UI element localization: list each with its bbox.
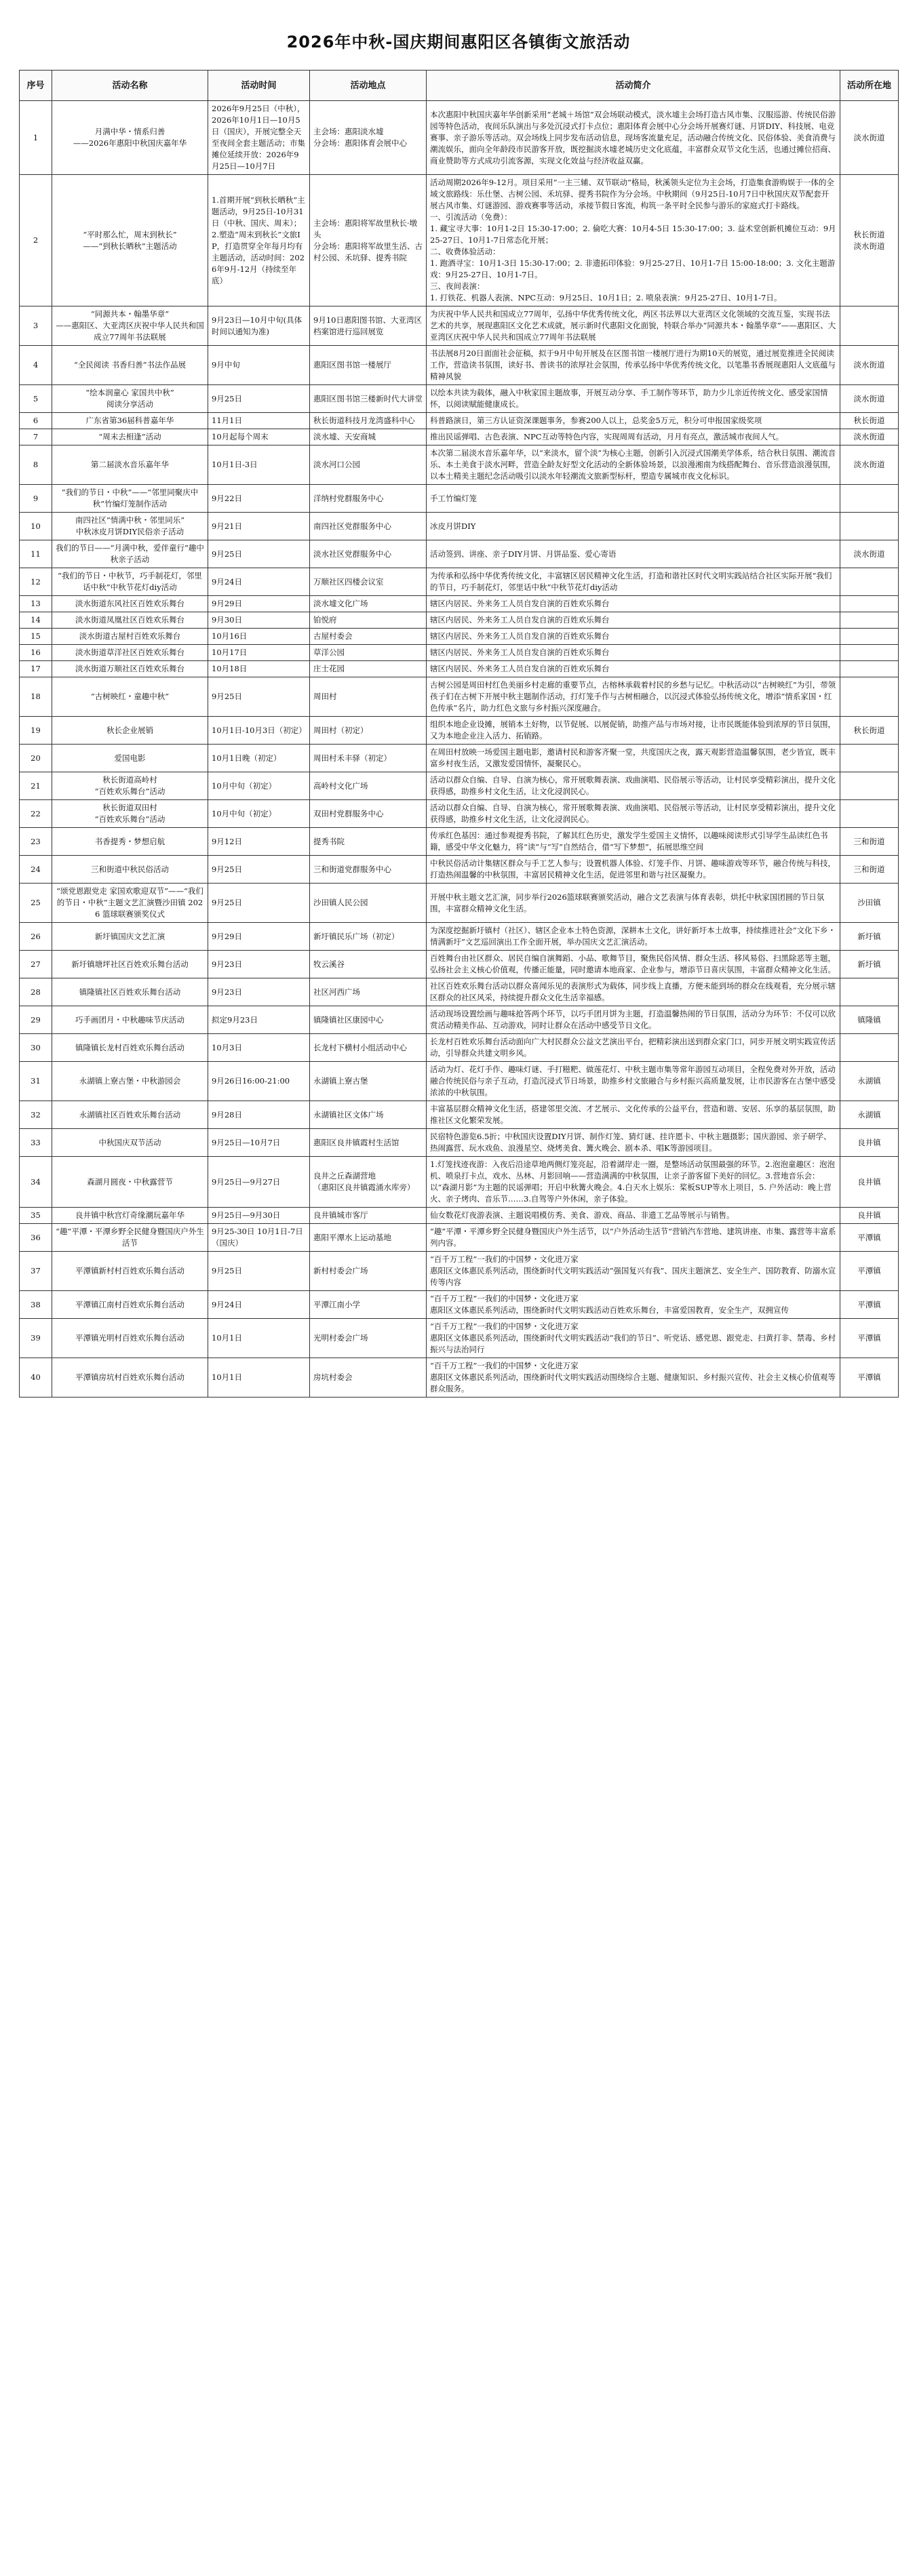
cell-activity-name: “古树映红・童趣中秋” <box>52 677 208 717</box>
cell-activity-street: 永湖镇 <box>840 1101 899 1129</box>
cell-activity-street: 平潭镇 <box>840 1224 899 1252</box>
cell-activity-time: 9月23日 <box>208 978 310 1006</box>
cell-activity-location: 沙田镇人民公园 <box>310 884 427 923</box>
cell-activity-name: 平潭镇新村村百姓欢乐舞台活动 <box>52 1252 208 1291</box>
cell-activity-name: 广东省第36届科普嘉年华 <box>52 413 208 429</box>
table-row <box>20 346 899 385</box>
cell-activity-location: 镇隆镇社区康园中心 <box>310 1006 427 1034</box>
cell-activity-location: 庄士花园 <box>310 661 427 677</box>
cell-number: 37 <box>20 1252 52 1291</box>
cell-number: 35 <box>20 1208 52 1224</box>
table-row <box>20 923 899 951</box>
cell-activity-street: 秋长街道 <box>840 413 899 429</box>
cell-activity-street <box>840 1034 899 1062</box>
cell-activity-location: 淡水河口公园 <box>310 445 427 485</box>
cell-activity-location: 淡水墟、天安商城 <box>310 429 427 445</box>
cell-activity-location: 双田村党群服务中心 <box>310 800 427 828</box>
cell-activity-description: “百千万工程”一我们的中国梦・文化进万家 惠阳区文体惠民系列活动，围绕新时代文明实践活动围绕综合主题、健康知识、乡村振兴宣传、社会主义核心价值观等群众服务。 <box>427 1358 840 1398</box>
table-row <box>20 978 899 1006</box>
table-row <box>20 1208 899 1224</box>
cell-activity-time: 2026年9月25日（中秋），2026年10月1日—10月5日（国庆），开展完整全天至夜间全套主题活动；市集摊位延续开放：2026年9月25日—10月7日 <box>208 101 310 175</box>
table-row <box>20 612 899 629</box>
cell-activity-location: 惠阳平潭水上运动基地 <box>310 1224 427 1252</box>
cell-activity-name: 淡水街道凤凰社区百姓欢乐舞台 <box>52 612 208 629</box>
cell-activity-time: 10月1日晚（初定） <box>208 745 310 772</box>
table-body <box>20 101 899 1398</box>
cell-activity-description: 活动为灯、花灯手作、趣味灯谜、手打糍粑、做莲花灯、中秋主题市集等常年游园互动项目，全程免费对外开放，活动融合传统民俗与亲子互动，打造沉浸式节日场景，助推乡村文旅融合与乡村振兴高质量发展，让市民游客在古堡中感受浓浓的中秋氛围。 <box>427 1062 840 1101</box>
cell-activity-street: 秋长街道 <box>840 717 899 745</box>
cell-number: 20 <box>20 745 52 772</box>
cell-activity-time: 9月12日 <box>208 828 310 856</box>
table-row <box>20 951 899 978</box>
cell-activity-name: 永湖镇社区百姓欢乐舞台活动 <box>52 1101 208 1129</box>
cell-activity-time: 9月25日—10月7日 <box>208 1129 310 1157</box>
cell-activity-name: 中秋国庆双节活动 <box>52 1129 208 1157</box>
cell-activity-location: 新村村委会广场 <box>310 1252 427 1291</box>
cell-activity-description: 组织本地企业设摊，展销本土好物，以节促展、以展促销，助推产品与市场对接，让市民既能体验到浓厚的节日氛围，又为本地企业注入活力、拓销路。 <box>427 717 840 745</box>
cell-activity-description: 在周田村放映一场爱国主题电影，邀请村民和游客齐聚一堂，共度国庆之夜，露天观影营造温馨氛围，老少皆宜，既丰富乡村夜生活，又激发爱国情怀，凝聚民心。 <box>427 745 840 772</box>
cell-activity-location: 南四社区党群服务中心 <box>310 513 427 540</box>
cell-activity-street: 秋长街道 淡水街道 <box>840 175 899 306</box>
cell-activity-name: 淡水街道万顺社区百姓欢乐舞台 <box>52 661 208 677</box>
cell-activity-time: 9月26日16:00-21:00 <box>208 1062 310 1101</box>
cell-number: 24 <box>20 856 52 884</box>
cell-activity-name: 良井镇中秋宫灯奇缘潮玩嘉年华 <box>52 1208 208 1224</box>
cell-activity-street <box>840 306 899 346</box>
cell-activity-street: 淡水街道 <box>840 445 899 485</box>
cell-number: 6 <box>20 413 52 429</box>
cell-activity-description: 为传承和弘扬中华优秀传统文化，丰富辖区居民精神文化生活，打造和谐社区时代文明实践站结合社区实际开展“我们的节日，巧手制花灯，邻里话中秋”中秋节花灯diy活动 <box>427 568 840 596</box>
table-row <box>20 1358 899 1398</box>
table-row <box>20 629 899 645</box>
cell-number: 5 <box>20 385 52 413</box>
cell-activity-description: 民宿特色游览6.5折；中秋国庆设置DIY月饼、制作灯笼、猜灯谜、挂许愿卡、中秋主题摄影；国庆游园、亲子研学、热闹露营、玩水戏鱼、浪漫星空、烧烤美食、篝火晚会、剧本杀、唱K等游园项目。 <box>427 1129 840 1157</box>
cell-activity-time: 9月30日 <box>208 612 310 629</box>
cell-activity-name: 月满中华・情系归善 ——2026年惠阳中秋国庆嘉年华 <box>52 101 208 175</box>
cell-number: 26 <box>20 923 52 951</box>
cell-activity-time: 9月21日 <box>208 513 310 540</box>
cell-number: 15 <box>20 629 52 645</box>
cell-activity-location: 铂悦府 <box>310 612 427 629</box>
header-no: 序号 <box>20 71 52 101</box>
cell-activity-location: 房坑村委会 <box>310 1358 427 1398</box>
cell-activity-name: 新圩镇塘坪社区百姓欢乐舞台活动 <box>52 951 208 978</box>
table-row <box>20 828 899 856</box>
cell-activity-description: 以绘本共读为载体，融入中秋家国主题故事，开展互动分享、手工制作等环节，助力少儿亲近传统文化、感受家国情怀，以阅读赋能健康成长。 <box>427 385 840 413</box>
cell-activity-location: 永湖镇上寮古堡 <box>310 1062 427 1101</box>
cell-activity-street: 沙田镇 <box>840 884 899 923</box>
document-title: 2026年中秋-国庆期间惠阳区各镇街文旅活动 <box>286 33 631 52</box>
cell-activity-name: 书香提秀・梦想启航 <box>52 828 208 856</box>
cell-activity-time: 10月1日-3日 <box>208 445 310 485</box>
table-row <box>20 1157 899 1208</box>
cell-number: 1 <box>20 101 52 175</box>
cell-activity-time: 9月23日—10月中旬(具体时间以通知为准) <box>208 306 310 346</box>
cell-activity-time: 10月17日 <box>208 645 310 661</box>
cell-number: 38 <box>20 1291 52 1319</box>
cell-activity-time: 9月28日 <box>208 1101 310 1129</box>
cell-activity-street: 良井镇 <box>840 1208 899 1224</box>
table-header-row <box>20 71 899 101</box>
cell-activity-description: 手工竹编灯笼 <box>427 485 840 513</box>
header-location: 活动地点 <box>310 71 427 101</box>
cell-number: 16 <box>20 645 52 661</box>
cell-activity-location: 平潭江南小学 <box>310 1291 427 1319</box>
cell-activity-location: 惠阳区良井镇霞村生活馆 <box>310 1129 427 1157</box>
cell-activity-location: 三和街道党群服务中心 <box>310 856 427 884</box>
table-row <box>20 1252 899 1291</box>
cell-activity-description: 为深度挖掘新圩镇村（社区）、辖区企业本土特色资源，深耕本土文化，讲好新圩本土故事，持续推进社会“文化下乡・情满新圩”文艺巡回演出工作全面开展，举办国庆文艺汇演活动。 <box>427 923 840 951</box>
cell-activity-description: 辖区内居民、外来务工人员自发自演的百姓欢乐舞台 <box>427 629 840 645</box>
cell-activity-description: “百千万工程”一我们的中国梦・文化进万家 惠阳区文体惠民系列活动，围绕新时代文明实践活动“我们的节日”、听党话、感党恩、跟党走、扫黄打非、禁毒、乡村振兴与法治同行 <box>427 1319 840 1358</box>
cell-number: 10 <box>20 513 52 540</box>
cell-activity-name: 淡水街道古屋村百姓欢乐舞台 <box>52 629 208 645</box>
cell-activity-street <box>840 645 899 661</box>
cell-activity-time: 9月22日 <box>208 485 310 513</box>
cell-number: 9 <box>20 485 52 513</box>
table-row <box>20 540 899 568</box>
cell-activity-time: 9月25日—9月27日 <box>208 1157 310 1208</box>
cell-activity-name: 我们的节日——“月满中秋，爱伴童行”趣中秋亲子活动 <box>52 540 208 568</box>
cell-activity-street <box>840 677 899 717</box>
cell-activity-location: 主会场：惠阳淡水墟 分会场：惠阳体育会展中心 <box>310 101 427 175</box>
cell-activity-time: 9月24日 <box>208 568 310 596</box>
cell-activity-time: 9月25日—9月30日 <box>208 1208 310 1224</box>
cell-number: 23 <box>20 828 52 856</box>
header-name: 活动名称 <box>52 71 208 101</box>
cell-activity-time: 10月1日 <box>208 1319 310 1358</box>
cell-activity-street: 镇隆镇 <box>840 1006 899 1034</box>
cell-number: 14 <box>20 612 52 629</box>
cell-activity-time: 9月25日 <box>208 677 310 717</box>
table-row <box>20 745 899 772</box>
cell-activity-location: 洋纳村党群服务中心 <box>310 485 427 513</box>
cell-activity-street: 三和街道 <box>840 856 899 884</box>
table-row <box>20 661 899 677</box>
table-row <box>20 175 899 306</box>
cell-activity-description: 辖区内居民、外来务工人员自发自演的百姓欢乐舞台 <box>427 612 840 629</box>
cell-activity-street <box>840 612 899 629</box>
cell-activity-street <box>840 485 899 513</box>
table-row <box>20 645 899 661</box>
cell-activity-location: 光明村委会广场 <box>310 1319 427 1358</box>
cell-activity-time: 9月25日 <box>208 540 310 568</box>
cell-activity-description: 活动以群众自编、自导、自演为核心，常开展歌舞表演、戏曲演唱、民俗展示等活动，让村民享受精彩演出，提升文化获得感，助推乡村文化生活，让文化浸润民心。 <box>427 772 840 800</box>
cell-activity-time: 10月1日-10月3日（初定） <box>208 717 310 745</box>
cell-activity-description: 推出民谣弹唱、古色表演、NPC互动等特色内容，实现周周有活动，月月有亮点，激活城市夜间人气。 <box>427 429 840 445</box>
cell-activity-location: 9月10日惠阳图书馆、大亚湾区档案馆进行巡回展览 <box>310 306 427 346</box>
table-row <box>20 856 899 884</box>
cell-activity-street: 平潭镇 <box>840 1319 899 1358</box>
cell-activity-description: 为庆祝中华人民共和国成立77周年，弘扬中华优秀传统文化，两区书法界以大亚湾区文化领域的交流互鉴，实现书法艺术的共享，展现惠阳区文化艺术成就，展示新时代惠阳文化面貌，特联合举办“同源共本・翰墨华章”——惠阳区、大亚湾区庆祝中华人民共和国成立77周年书法联展 <box>427 306 840 346</box>
cell-activity-location: 周田村（初定） <box>310 717 427 745</box>
cell-activity-name: 巧手画团月・中秋趣味节庆活动 <box>52 1006 208 1034</box>
cell-number: 36 <box>20 1224 52 1252</box>
cell-activity-name: “平时那么忙，周末到秋长” ——“到秋长晒秋”主题活动 <box>52 175 208 306</box>
cell-activity-location: 社区河西广场 <box>310 978 427 1006</box>
cell-activity-name: “趣”平潭・平潭乡野全民健身暨国庆户外生活节 <box>52 1224 208 1252</box>
cell-activity-name: 镇隆镇长龙村百姓欢乐舞台活动 <box>52 1034 208 1062</box>
table-row <box>20 800 899 828</box>
cell-activity-description: 丰富基层群众精神文化生活，搭建邻里交流、才艺展示、文化传承的公益平台，营造和谐、安居、乐享的基层氛围，助推社区文化繁荣发展。 <box>427 1101 840 1129</box>
cell-activity-description: 社区百姓欢乐舞台活动以群众喜闻乐见的表演形式为载体，同步线上直播，方便未能到场的群众在线观看，充分展示辖区群众的社区风采，持续提升群众文化生活幸福感。 <box>427 978 840 1006</box>
cell-activity-time: 10月3日 <box>208 1034 310 1062</box>
header-time: 活动时间 <box>208 71 310 101</box>
cell-activity-description: 辖区内居民、外来务工人员自发自演的百姓欢乐舞台 <box>427 596 840 612</box>
cell-activity-location: 提秀书院 <box>310 828 427 856</box>
cell-activity-description: 活动现场设置绘画与趣味抢答两个环节，以巧手团月饼为主题，打造温馨热闹的节日氛围，活动分为环节：不仅可以欣赏活动精美作品、互动游戏，同时让群众在活动中感受节日文化。 <box>427 1006 840 1034</box>
cell-activity-location: 主会场：惠阳将军故里秋长·墩头 分会场：惠阳将军故里生活、古村公园、禾坑驿、提秀书院 <box>310 175 427 306</box>
cell-activity-name: 第二届淡水音乐嘉年华 <box>52 445 208 485</box>
cell-activity-location: 万顺社区四楼会议室 <box>310 568 427 596</box>
cell-activity-description: 辖区内居民、外来务工人员自发自演的百姓欢乐舞台 <box>427 661 840 677</box>
cell-number: 21 <box>20 772 52 800</box>
table-row <box>20 884 899 923</box>
cell-activity-time: 10月中旬（初定） <box>208 800 310 828</box>
cell-activity-description: 开展中秋主题文艺汇演，同步举行2026篮球联赛颁奖活动，融合文艺表演与体育表彰，烘托中秋家国团圆的节日氛围，丰富群众精神文化生活。 <box>427 884 840 923</box>
cell-activity-name: 永湖镇上寮古堡・中秋游园会 <box>52 1062 208 1101</box>
cell-activity-description: 辖区内居民、外来务工人员自发自演的百姓欢乐舞台 <box>427 645 840 661</box>
cell-activity-time: 9月中旬 <box>208 346 310 385</box>
header-description: 活动简介 <box>427 71 840 101</box>
cell-number: 34 <box>20 1157 52 1208</box>
table-row <box>20 677 899 717</box>
table-row <box>20 1224 899 1252</box>
cell-activity-name: 秋长街道高岭村 “百姓欢乐舞台”活动 <box>52 772 208 800</box>
cell-activity-location: 淡水社区党群服务中心 <box>310 540 427 568</box>
cell-number: 22 <box>20 800 52 828</box>
cell-activity-description: 书法展8月20日面面社会征稿，拟于9月中旬开展及在区图书馆一楼展厅进行为期10天的展览，通过展览推进全民阅读工作，营造读书氛围，读好书、普读书的浓厚社会氛围，传承弘扬中华优秀传统文化，以笔墨书香展现惠阳人文底蕴与精神风貌 <box>427 346 840 385</box>
table-row <box>20 1101 899 1129</box>
cell-activity-name: 秋长企业展销 <box>52 717 208 745</box>
cell-activity-description: “百千万工程”一我们的中国梦・文化进万家 惠阳区文体惠民系列活动，围绕新时代文明实践活动百姓欢乐舞台，丰富爱国教育，安全生产，双拥宣传 <box>427 1291 840 1319</box>
cell-activity-name: 爱国电影 <box>52 745 208 772</box>
cell-number: 19 <box>20 717 52 745</box>
cell-number: 25 <box>20 884 52 923</box>
cell-activity-description: 活动周期2026年9-12月。项目采用“一主三辅、双节联动”格局，秋溪领头定位为主会场，打造集食游购娱于一体的全域文旅路线：乐仕堡、古树公园、禾坑驿、提秀书院作为分会场。中秋期间（9月25日-10月7日中秋国庆双节配套开展古风市集、灯谜游园、游戏赛事等活动，承接节假日客流，构筑一条平时全民参与游乐的家庭式打卡路线。 一、引流活动（免费）： 1. 藏宝寻大事：10月1-2日 15:30-17:00；2. 倫吃大赛：10月4-5日 15:30-17:00；3. 益术堂创新机摊位互动：9月25-27日、10月1-7日常态化开展； 二、收费体验活动： 1. 跑酒寻宝：10月1-3日 15:30-17:00；2. 非遗拓印体验：9月25-27日、10月1-7日 15:00-18:00；3. 文化主题游戏：9月25-27日、10月1-7日。 三、夜间表演： 1. 打铁花、机器人表演、NPC互动：9月25日、10月1日；2. 喷泉表演：9月25-27日、10月1-7日。 <box>427 175 840 306</box>
table-row <box>20 568 899 596</box>
cell-activity-description: 1.灯笼找迹夜游：入夜后沿途草地两侧灯笼亮起，沿着湖岸走一圈，是整场活动氛围最强的环节。2.泡泡童趣区：泡泡机、喷泉打卡点，戏水、丛林、月影回响——营造满满的中秋氛围，让亲子游客留下美好的回忆。3.营地音乐会：以“森湖月影”为主题的民谣弹唱；开启中秋篝火晚会。4.白天水上娱乐：桨板SUP等水上项目，5. 户外活动：晚上营火、亲子烤肉、音乐节……3.自驾等户外休闲，亲子体验。 <box>427 1157 840 1208</box>
cell-activity-name: 淡水街道草洋社区百姓欢乐舞台 <box>52 645 208 661</box>
table-row <box>20 1006 899 1034</box>
table-row <box>20 101 899 175</box>
cell-activity-description: 科普路演日，第三方认证资深课题事务，参赛200人以上，总奖金5万元，积分可申报国家级奖项 <box>427 413 840 429</box>
cell-activity-location: 惠阳区图书馆三楼新时代大讲堂 <box>310 385 427 413</box>
cell-number: 18 <box>20 677 52 717</box>
cell-activity-name: 森湖月圆夜・中秋露营节 <box>52 1157 208 1208</box>
cell-activity-time: 11月1日 <box>208 413 310 429</box>
cell-activity-location: 周田村 <box>310 677 427 717</box>
cell-activity-location: 良井镇城市客厅 <box>310 1208 427 1224</box>
cell-activity-location: 高岭村文化广场 <box>310 772 427 800</box>
cell-number: 40 <box>20 1358 52 1398</box>
cell-activity-street <box>840 513 899 540</box>
cell-activity-location: 永湖镇社区文体广场 <box>310 1101 427 1129</box>
table-row <box>20 445 899 485</box>
cell-activity-street: 淡水街道 <box>840 346 899 385</box>
cell-activity-street <box>840 772 899 800</box>
cell-activity-time: 9月24日 <box>208 1291 310 1319</box>
cell-activity-name: “我们的节日・中秋节，巧手制花灯，邻里话中秋”中秋节花灯diy活动 <box>52 568 208 596</box>
cell-activity-location: 牧云溪谷 <box>310 951 427 978</box>
cell-activity-time: 10月18日 <box>208 661 310 677</box>
cell-number: 17 <box>20 661 52 677</box>
cell-activity-description: “趣”平潭・平潭乡野全民健身暨国庆户外生活节，以“户外活动生活节”营销汽车营地、建筑讲座、市集、露营等丰富系列内容。 <box>427 1224 840 1252</box>
cell-activity-street <box>840 568 899 596</box>
cell-activity-time: 9月29日 <box>208 923 310 951</box>
cell-number: 33 <box>20 1129 52 1157</box>
cell-activity-location: 周田村禾丰驿（初定） <box>310 745 427 772</box>
cell-activity-description: “百千万工程”一我们的中国梦・文化进万家 惠阳区文体惠民系列活动，围绕新时代文明实践活动“强国复兴有我”、国庆主题演艺、安全生产、国防教育、防溺水宣传等内容 <box>427 1252 840 1291</box>
table-row <box>20 1129 899 1157</box>
cell-activity-name: 南四社区“情满中秋・邻里同乐” 中秋冰皮月饼DIY民俗亲子活动 <box>52 513 208 540</box>
cell-activity-description: 活动签到、讲座、亲子DIY月饼、月饼品鉴、爱心寄语 <box>427 540 840 568</box>
cell-activity-location: 良井之丘森湖营地 （惠阳区良井镇霞涌水库旁） <box>310 1157 427 1208</box>
cell-number: 11 <box>20 540 52 568</box>
table-row <box>20 413 899 429</box>
header-street: 活动所在地 <box>840 71 899 101</box>
cell-activity-street: 永湖镇 <box>840 1062 899 1101</box>
cell-activity-description: 古树公园是周田村红色美丽乡村走廊的重要节点，古榕林承载着村民的乡愁与记忆。中秋活动以“古树映红”为引，带领孩子们在古树下开展中秋主题制作活动，打灯笼手作与古树相融合，以沉浸式体验弘扬传统文化，增添“情系家国・红色传承”名片，助力红色文旅与乡村振兴深度融合。 <box>427 677 840 717</box>
cell-number: 3 <box>20 306 52 346</box>
cell-activity-street: 良井镇 <box>840 1129 899 1157</box>
table-row <box>20 596 899 612</box>
cell-activity-location: 草洋公园 <box>310 645 427 661</box>
cell-activity-location: 古屋村委会 <box>310 629 427 645</box>
cell-activity-description: 活动以群众自编、自导、自演为核心，常开展歌舞表演、戏曲演唱、民俗展示等活动，让村民享受精彩演出，提升文化获得感，助推乡村文化生活，让文化浸润民心。 <box>427 800 840 828</box>
cell-number: 29 <box>20 1006 52 1034</box>
cell-activity-street <box>840 661 899 677</box>
table-row <box>20 1034 899 1062</box>
cell-activity-time: 9月25-30日 10月1日-7日（国庆） <box>208 1224 310 1252</box>
cell-activity-time: 10月起每个周末 <box>208 429 310 445</box>
cell-activity-name: “同源共本・翰墨华章” ——惠阳区、大亚湾区庆祝中华人民共和国成立77周年书法联展 <box>52 306 208 346</box>
cell-activity-street: 淡水街道 <box>840 101 899 175</box>
cell-activity-street <box>840 978 899 1006</box>
cell-activity-street: 淡水街道 <box>840 540 899 568</box>
cell-activity-name: 秋长街道双田村 “百姓欢乐舞台”活动 <box>52 800 208 828</box>
cell-activity-time: 9月25日 <box>208 856 310 884</box>
cell-activity-description: 百姓舞台由社区群众、居民自编自演舞蹈、小品、歌舞节目，聚焦民俗风情、群众生活、移风易俗、扫黑除恶等主题，弘扬社会主义核心价值观，传播正能量，同时邀请本地商家、企业参与，增添节日喜庆氛围，丰富群众精神文化生活。 <box>427 951 840 978</box>
cell-activity-name: 镇隆镇社区百姓欢乐舞台活动 <box>52 978 208 1006</box>
cell-activity-name: 三和街道中秋民俗活动 <box>52 856 208 884</box>
cell-activity-name: “全民阅读 书香归善”书法作品展 <box>52 346 208 385</box>
cell-activity-time: 10月16日 <box>208 629 310 645</box>
events-table <box>19 70 899 1398</box>
cell-activity-location: 新圩镇民乐广场（初定） <box>310 923 427 951</box>
cell-number: 39 <box>20 1319 52 1358</box>
cell-number: 2 <box>20 175 52 306</box>
cell-activity-time: 9月23日 <box>208 951 310 978</box>
cell-activity-name: 平潭镇房坑村百姓欢乐舞台活动 <box>52 1358 208 1398</box>
cell-activity-street <box>840 629 899 645</box>
cell-number: 30 <box>20 1034 52 1062</box>
table-row <box>20 513 899 540</box>
cell-number: 7 <box>20 429 52 445</box>
cell-activity-time: 拟定9月23日 <box>208 1006 310 1034</box>
cell-activity-time: 9月25日 <box>208 884 310 923</box>
cell-activity-street <box>840 596 899 612</box>
table-row <box>20 1319 899 1358</box>
cell-activity-description: 传承红色基因：通过参观提秀书院，了解其红色历史，激发学生爱国主义情怀，以趣味阅读形式引导学生品读红色书籍，感受中华文化魅力，将“读”与“写”自然结合，借“写下梦想”，拓展思维空间 <box>427 828 840 856</box>
cell-activity-time: 9月29日 <box>208 596 310 612</box>
cell-number: 13 <box>20 596 52 612</box>
cell-activity-name: “绘本润童心 家国共中秋” 阅读分享活动 <box>52 385 208 413</box>
table-row <box>20 385 899 413</box>
cell-activity-street: 新圩镇 <box>840 923 899 951</box>
cell-activity-description: 长龙村百姓欢乐舞台活动面向广大村民群众公益文艺演出平台，把精彩演出送到群众家门口，同步开展文明实践宣传活动，引导群众共建文明乡风。 <box>427 1034 840 1062</box>
cell-activity-street: 平潭镇 <box>840 1252 899 1291</box>
cell-number: 8 <box>20 445 52 485</box>
table-row <box>20 429 899 445</box>
cell-activity-street: 平潭镇 <box>840 1358 899 1398</box>
cell-number: 4 <box>20 346 52 385</box>
cell-activity-name: 新圩镇国庆文艺汇演 <box>52 923 208 951</box>
cell-number: 31 <box>20 1062 52 1101</box>
cell-activity-name: “颂党恩跟党走 家国欢歌迎双节”——“我们的节日・中秋”主题文艺汇演暨沙田镇 2026 篮球联赛颁奖仪式 <box>52 884 208 923</box>
cell-activity-street: 淡水街道 <box>840 429 899 445</box>
cell-activity-location: 秋长街道科技月龙湾盛科中心 <box>310 413 427 429</box>
cell-activity-time: 1.首期开展“到秋长晒秋”主题活动，9月25日-10月31日（中秋、国庆、周末）； 2.塑造“周末到秋长”文旅IP，打造贯穿全年每月均有主题活动，活动时间：2026年9月-12月（持续至年底） <box>208 175 310 306</box>
cell-number: 12 <box>20 568 52 596</box>
cell-activity-street: 良井镇 <box>840 1157 899 1208</box>
cell-activity-location: 长龙村下横村小组活动中心 <box>310 1034 427 1062</box>
cell-activity-description: 中秋民俗活动计集辖区群众与手工艺人参与；设置机器人体验、灯笼手作、月饼、趣味游戏等环节，融合传统与科技，打造热闹温馨的中秋氛围，丰富居民精神文化生活，促进邻里和谐与社区凝聚力。 <box>427 856 840 884</box>
cell-activity-description: 冰皮月饼DIY <box>427 513 840 540</box>
cell-activity-street: 淡水街道 <box>840 385 899 413</box>
cell-number: 32 <box>20 1101 52 1129</box>
cell-activity-street: 新圩镇 <box>840 951 899 978</box>
cell-activity-name: 平潭镇光明村百姓欢乐舞台活动 <box>52 1319 208 1358</box>
table-row <box>20 772 899 800</box>
cell-activity-location: 惠阳区图书馆一楼展厅 <box>310 346 427 385</box>
cell-activity-location: 淡水墟文化广场 <box>310 596 427 612</box>
cell-number: 27 <box>20 951 52 978</box>
table-row <box>20 1291 899 1319</box>
cell-activity-street <box>840 800 899 828</box>
cell-activity-name: 平潭镇江南村百姓欢乐舞台活动 <box>52 1291 208 1319</box>
cell-activity-time: 10月中旬（初定） <box>208 772 310 800</box>
cell-activity-time: 9月25日 <box>208 1252 310 1291</box>
cell-activity-description: 本次第二届淡水音乐嘉年华，以“来淡水，留个淡”为核心主题，创新引入沉浸式国潮美学体系，结合秋日氛围、潮流音乐、本土美食于淡水河畔，营造全龄友好型文化活动的全新体验场景，以浪漫湘南为线搭配舞台、音乐营造浪漫氛围，以本土精美主题纪念活动吸引以淡水年轻潮流文旅新型标杆，塑造专属城市夜文化标识。 <box>427 445 840 485</box>
cell-activity-street <box>840 745 899 772</box>
cell-activity-name: 淡水街道东风社区百姓欢乐舞台 <box>52 596 208 612</box>
cell-activity-street: 平潭镇 <box>840 1291 899 1319</box>
cell-activity-time: 9月25日 <box>208 385 310 413</box>
cell-activity-street: 三和街道 <box>840 828 899 856</box>
table-row <box>20 717 899 745</box>
cell-activity-time: 10月1日 <box>208 1358 310 1398</box>
table-row <box>20 485 899 513</box>
cell-activity-description: 本次惠阳中秋国庆嘉年华创新采用“老城＋场馆”双会场联动模式，淡水墟主会场打造古风市集、汉服巡游、传统民俗游园等特色活动，夜间乐队演出与多处沉浸式打卡点位；惠阳体育会展中心分会场开展赛灯谜、月饼DIY、科技展、电竞赛事、亲子游乐等活动。双会场线上同步发布活动信息，现场客流量充足，活动融合传统文化、民俗体验、美食消费与潮流娱乐，面向全年龄段市民游客开放，既挖掘淡水墟老城历史文化底蕴，丰富群众双节文化生活，也通过摊位招商、商业赞助等方式成功引流客源，实现文化效益与经济收益双赢。 <box>427 101 840 175</box>
cell-activity-name: “我们的节日・中秋”——“邻里同聚庆中秋”竹编灯笼制作活动 <box>52 485 208 513</box>
cell-activity-name: “周末去相逢”活动 <box>52 429 208 445</box>
cell-number: 28 <box>20 978 52 1006</box>
table-row <box>20 1062 899 1101</box>
cell-activity-description: 仙女数花灯夜游表演、主题说唱模仿秀、美食、游戏、商品、非遗工艺品等展示与销售。 <box>427 1208 840 1224</box>
table-row <box>20 306 899 346</box>
